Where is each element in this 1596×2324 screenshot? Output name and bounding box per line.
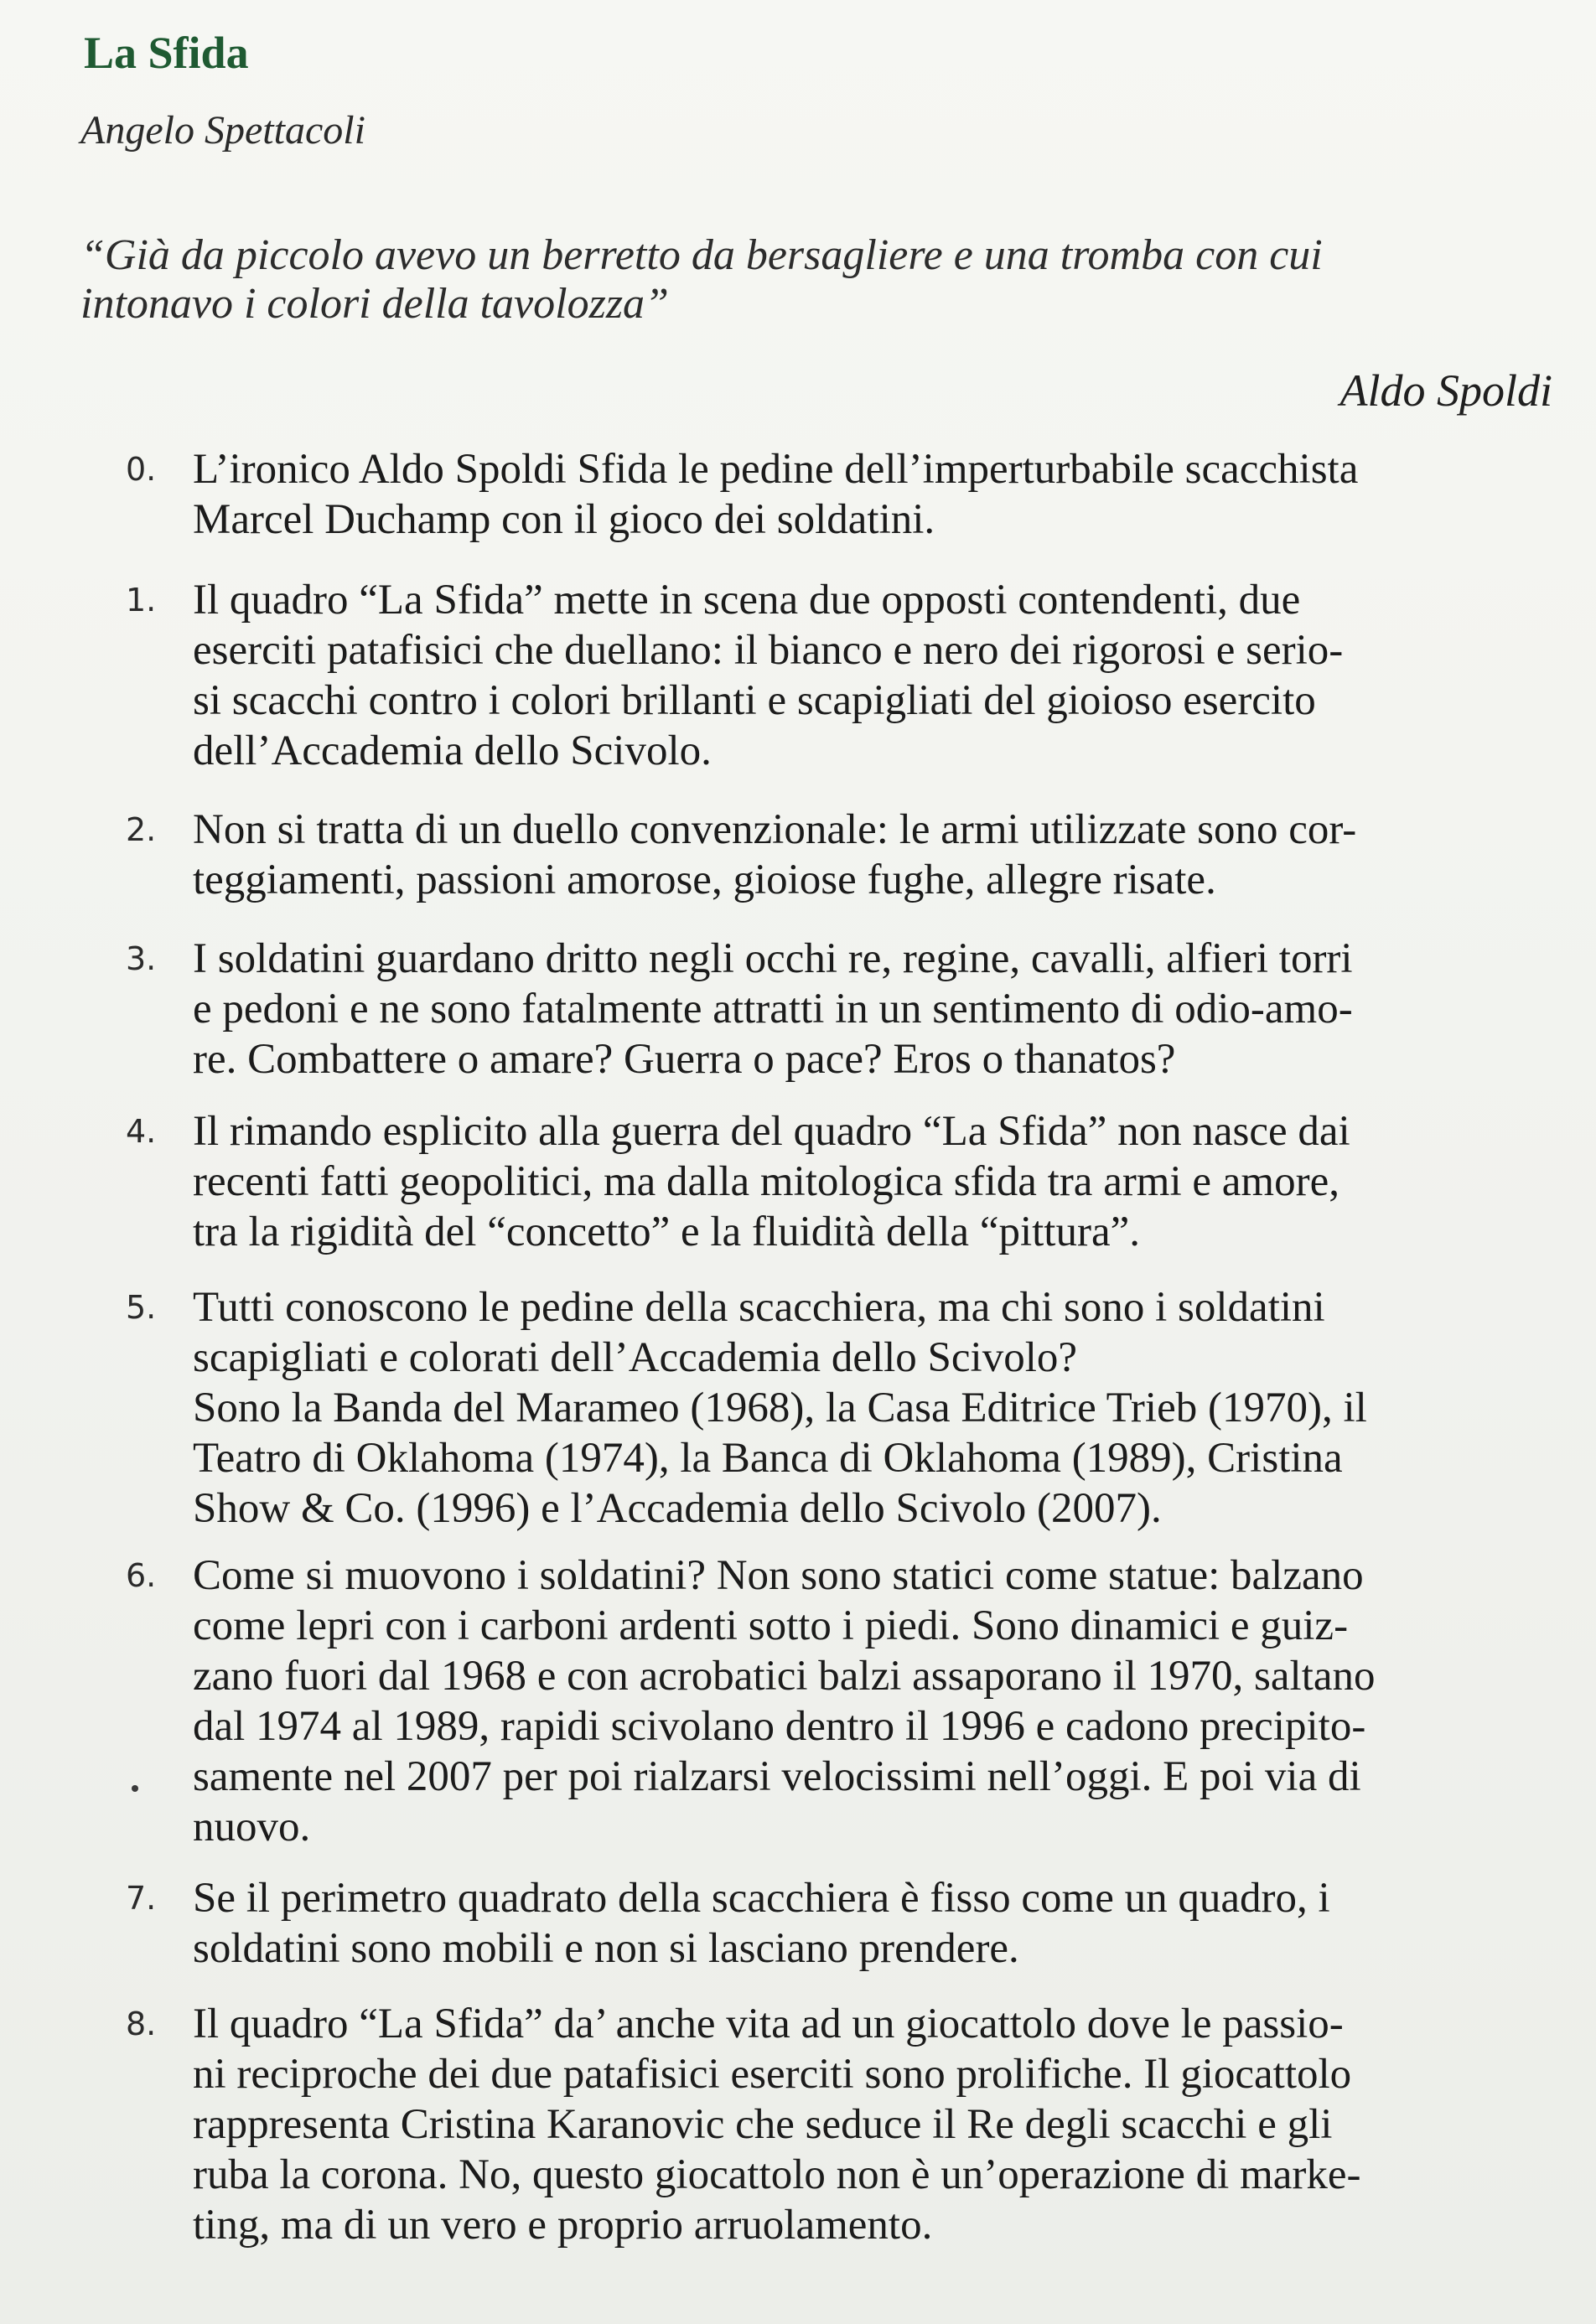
- item-text: [193, 575, 1551, 776]
- item-line: si scacchi contro i colori brillanti e scapigliati del gioioso esercito: [193, 677, 1316, 724]
- item-text: [193, 444, 1551, 545]
- item-line: Come si muovono i soldatini? Non sono statici come statue: balzano: [193, 1552, 1364, 1599]
- item-line: samente nel 2007 per poi rialzarsi velocissimi nell’oggi. E poi via di: [193, 1753, 1361, 1800]
- item-line: Show & Co. (1996) e l’Accademia dello Scivolo (2007).: [193, 1485, 1162, 1532]
- item-line: come lepri con i carboni ardenti sotto i piedi. Sono dinamici e guiz-: [193, 1602, 1349, 1649]
- item-line: rappresenta Cristina Karanovic che seduce il Re degli scacchi e gli: [193, 2101, 1333, 2148]
- item-line: I soldatini guardano dritto negli occhi re, regine, cavalli, alfieri torri: [193, 935, 1353, 982]
- item-text: [193, 1873, 1551, 1974]
- author-name: Angelo Spettacoli: [80, 108, 365, 153]
- item-line: Non si tratta di un duello convenzionale: le armi utilizzate sono cor-: [193, 806, 1357, 853]
- stray-mark: [132, 1785, 138, 1792]
- item-number: 0.: [126, 451, 157, 488]
- item-number: 7.: [126, 1880, 157, 1917]
- item-line: recenti fatti geopolitici, ma dalla mitologica sfida tra armi e amore,: [193, 1158, 1340, 1205]
- item-line: Il quadro “La Sfida” da’ anche vita ad un giocattolo dove le passio-: [193, 2001, 1344, 2047]
- item-line: tra la rigidità del “concetto” e la fluidità della “pittura”.: [193, 1209, 1140, 1255]
- item-line: ting, ma di un vero e proprio arruolamento.: [193, 2202, 933, 2249]
- quote-line: intonavo i colori della tavolozza”: [80, 280, 669, 328]
- quote-attribution: Aldo Spoldi: [1340, 365, 1552, 416]
- item-line: nuovo.: [193, 1804, 311, 1850]
- item-line: re. Combattere o amare? Guerra o pace? Eros o thanatos?: [193, 1036, 1176, 1083]
- item-line: scapigliati e colorati dell’Accademia dello Scivolo?: [193, 1334, 1078, 1381]
- epigraph-quote: [80, 231, 1556, 329]
- quote-line: “Già da piccolo avevo un berretto da bersagliere e una tromba con cui: [80, 231, 1323, 279]
- item-text: [193, 1282, 1551, 1534]
- item-number: 8.: [126, 2006, 157, 2042]
- item-text: [193, 1999, 1551, 2250]
- item-line: Sono la Banda del Marameo (1968), la Casa Editrice Trieb (1970), il: [193, 1385, 1367, 1431]
- item-number: 2.: [126, 811, 157, 848]
- item-line: teggiamenti, passioni amorose, gioiose fughe, allegre risate.: [193, 857, 1216, 903]
- item-line: e pedoni e ne sono fatalmente attratti in un sentimento di odio-amo-: [193, 986, 1353, 1033]
- item-line: eserciti patafisici che duellano: il bianco e nero dei rigorosi e serio-: [193, 627, 1344, 674]
- item-line: dell’Accademia dello Scivolo.: [193, 727, 712, 774]
- item-number: 4.: [126, 1113, 157, 1150]
- item-line: Teatro di Oklahoma (1974), la Banca di Oklahoma (1989), Cristina: [193, 1435, 1343, 1482]
- item-number: 6.: [126, 1557, 157, 1594]
- item-line: L’ironico Aldo Spoldi Sfida le pedine dell’imperturbabile scacchista: [193, 446, 1359, 493]
- item-text: [193, 805, 1551, 905]
- item-text: [193, 934, 1551, 1084]
- item-line: Tutti conoscono le pedine della scacchiera, ma chi sono i soldatini: [193, 1284, 1325, 1331]
- item-line: ruba la corona. No, questo giocattolo non è un’operazione di marke-: [193, 2151, 1361, 2198]
- item-line: dal 1974 al 1989, rapidi scivolano dentro il 1996 e cadono precipito-: [193, 1703, 1366, 1750]
- item-line: ni reciproche dei due patafisici eserciti sono prolifiche. Il giocattolo: [193, 2051, 1352, 2098]
- item-line: zano fuori dal 1968 e con acrobatici balzi assaporano il 1970, saltano: [193, 1653, 1376, 1700]
- item-text: [193, 1550, 1551, 1852]
- page-title: La Sfida: [84, 28, 249, 78]
- item-number: 5.: [126, 1289, 157, 1326]
- item-line: Marcel Duchamp con il gioco dei soldatini.: [193, 496, 935, 543]
- item-number: 3.: [126, 940, 157, 977]
- item-line: Il rimando esplicito alla guerra del quadro “La Sfida” non nasce dai: [193, 1108, 1350, 1155]
- item-line: Il quadro “La Sfida” mette in scena due opposti contendenti, due: [193, 577, 1301, 624]
- item-line: soldatini sono mobili e non si lasciano prendere.: [193, 1925, 1019, 1972]
- item-number: 1.: [126, 582, 157, 619]
- item-line: Se il perimetro quadrato della scacchiera è fisso come un quadro, i: [193, 1875, 1330, 1922]
- item-text: [193, 1106, 1551, 1257]
